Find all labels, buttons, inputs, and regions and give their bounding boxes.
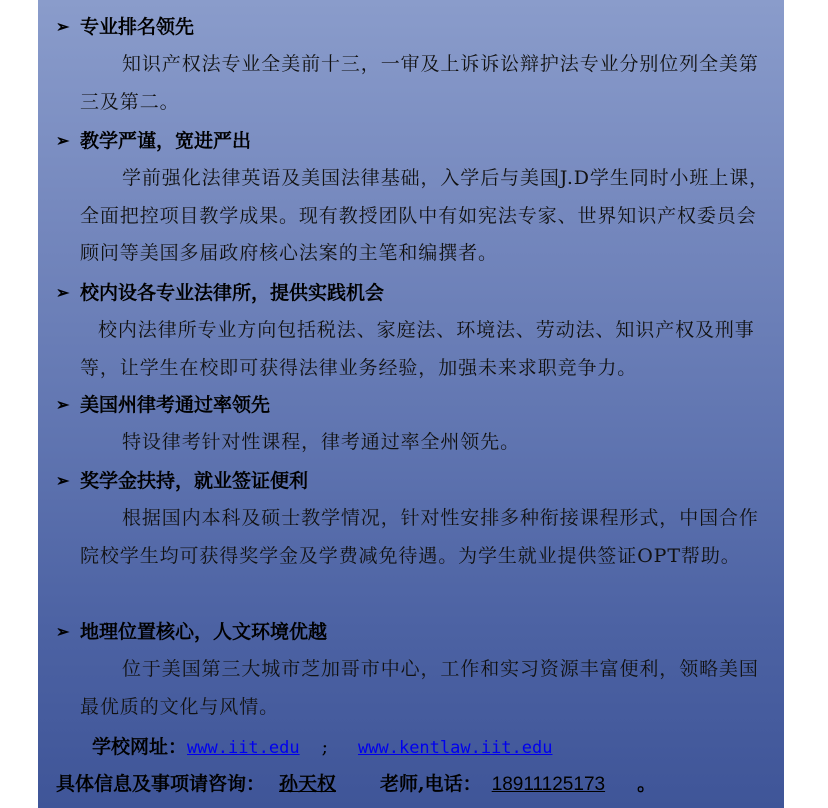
contact-title: 老师,电话： [380, 773, 482, 795]
section-body: 学前强化法律英语及美国法律基础，入学后与美国J.D学生同时小班上课，全面把控项目教学成果。现有教授团队中有如宪法专家、世界知识产权委员会顾问等美国多届政府核心法案的主笔和编撰者。 [80, 167, 770, 264]
arrow-bullet-icon: ➢ [56, 17, 70, 36]
website-line [92, 733, 552, 761]
arrow-bullet-icon: ➢ [56, 471, 70, 490]
website-separator: ; [321, 736, 329, 758]
section-body: 根据国内本科及硕士教学情况，针对性安排多种衔接课程形式，中国合作院校学生均可获得奖学金及学费减免待遇。为学生就业提供签证OPT帮助。 [80, 507, 759, 567]
arrow-bullet-icon: ➢ [56, 131, 70, 150]
section-body: 位于美国第三大城市芝加哥市中心，工作和实习资源丰富便利，领略美国最优质的文化与风情。 [80, 658, 759, 718]
section-heading: ➢ 奖学金扶持，就业签证便利 [56, 466, 308, 496]
website-label: 学校网址： [92, 736, 188, 758]
arrow-bullet-icon: ➢ [56, 622, 70, 641]
website-link-iit[interactable]: www.iit.edu [187, 738, 300, 758]
section-heading: ➢ 教学严谨，宽进严出 [56, 126, 251, 156]
contact-phone: 18911125173 [491, 774, 606, 795]
section-heading: ➢ 地理位置核心，人文环境优越 [56, 617, 327, 647]
contact-line [56, 770, 656, 798]
contact-name: 孙天权 [279, 773, 337, 795]
section-heading: ➢ 美国州律考通过率领先 [56, 390, 270, 420]
section-body: 特设律考针对性课程，律考通过率全州领先。 [122, 431, 521, 453]
contact-end: 。 [637, 773, 657, 795]
section-body: 知识产权法专业全美前十三，一审及上诉诉讼辩护法专业分别位列全美第三及第二。 [80, 53, 759, 113]
section-heading: ➢ 专业排名领先 [56, 12, 194, 42]
section-heading: ➢ 校内设各专业法律所，提供实践机会 [56, 278, 384, 308]
section-body: 校内法律所专业方向包括税法、家庭法、环境法、劳动法、知识产权及刑事等，让学生在校即可获得法律业务经验，加强未来求职竞争力。 [80, 319, 755, 379]
arrow-bullet-icon: ➢ [56, 395, 70, 414]
arrow-bullet-icon: ➢ [56, 283, 70, 302]
contact-label: 具体信息及事项请咨询： [56, 773, 266, 795]
website-link-kentlaw[interactable]: www.kentlaw.iit.edu [358, 738, 553, 758]
